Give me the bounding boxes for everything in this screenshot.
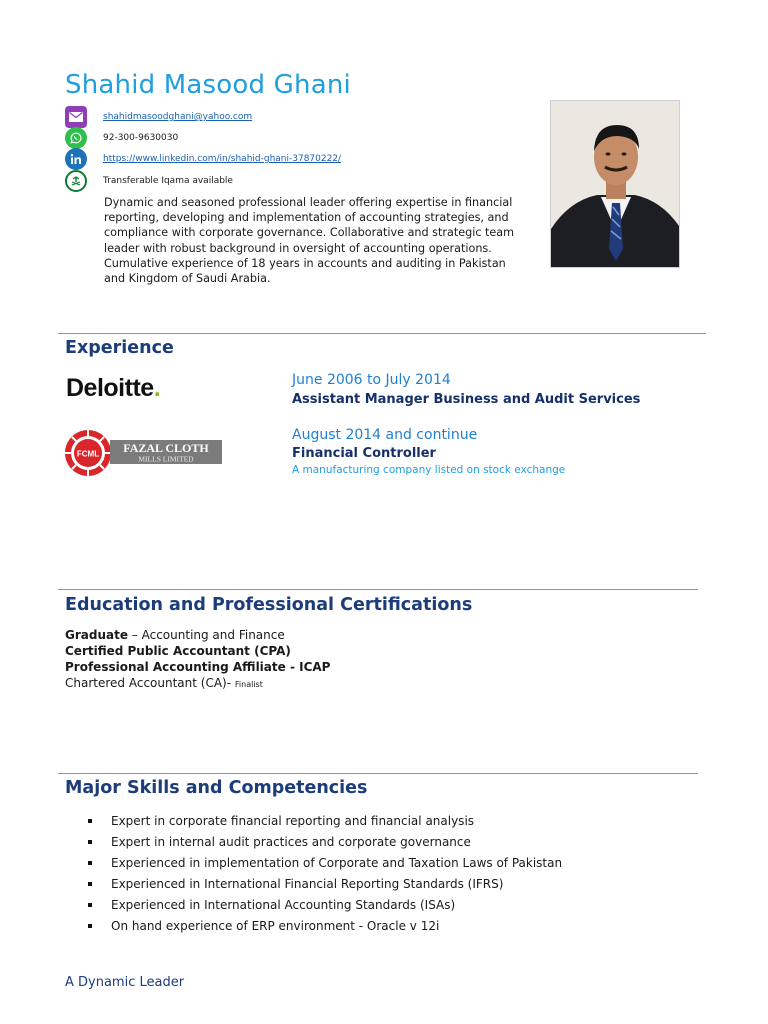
contact-email-row (65, 106, 252, 128)
profile-photo (550, 100, 680, 268)
phone-number: 92-300-9630030 (103, 133, 179, 143)
education-line-cpa (65, 644, 291, 658)
bullet-icon (88, 924, 92, 928)
job-2-title: Financial Controller (292, 446, 436, 461)
email-link[interactable]: shahidmasoodghani@yahoo.com (103, 112, 253, 122)
skill-text: Expert in corporate financial reporting and financial analysis (111, 813, 475, 828)
education-line-graduate (65, 628, 285, 642)
deloitte-logo-text: Deloitte (66, 374, 154, 402)
profile-summary: Dynamic and seasoned professional leader offering expertise in financial reporting, developing and implementation of accounting strategies, and compliance with corporate governance. Collaborative and strategic team leader with robust background in oversight of accounting operations. Cumulative experience of 18 years in accounts and auditing in Pakistan and Kingdom of Saudi Arabia. (104, 196, 515, 286)
deloitte-logo (66, 374, 160, 403)
education-divider (58, 589, 698, 590)
skill-text: Expert in internal audit practices and corporate governance (111, 834, 471, 849)
contact-iqama-row (65, 170, 233, 192)
list-item (88, 873, 562, 894)
job-1-title: Assistant Manager Business and Audit Services (292, 392, 641, 407)
list-item (88, 915, 562, 936)
bullet-icon (88, 840, 92, 844)
certification-ca: Chartered Accountant (CA)- (65, 676, 232, 690)
skill-text: Experienced in International Accounting Standards (ISAs) (111, 897, 456, 912)
skills-heading: Major Skills and Competencies (65, 778, 368, 798)
fazal-logo-initials: FCML (76, 449, 100, 459)
list-item (88, 810, 562, 831)
linkedin-link[interactable]: https://www.linkedin.com/in/shahid-ghani-37870222/ (103, 154, 342, 164)
candidate-name: Shahid Masood Ghani (65, 70, 351, 100)
linkedin-icon (65, 148, 87, 170)
list-item (88, 894, 562, 915)
bullet-icon (88, 819, 92, 823)
education-line-ca (65, 676, 263, 690)
contact-phone-row (65, 127, 178, 149)
job-2-note: A manufacturing company listed on stock exchange (292, 464, 566, 476)
fazal-logo-subtitle: MILLS LIMITED (138, 454, 194, 464)
job-1-dates: June 2006 to July 2014 (292, 372, 451, 388)
bullet-icon (88, 903, 92, 907)
certification-icap: Professional Accounting Affiliate - ICAP (65, 660, 331, 674)
list-item (88, 852, 562, 873)
skills-list (88, 810, 562, 936)
certification-cpa: Certified Public Accountant (CPA) (65, 644, 291, 658)
skill-text: Experienced in implementation of Corporate and Taxation Laws of Pakistan (111, 855, 563, 870)
bullet-icon (88, 861, 92, 865)
deloitte-logo-dot: . (153, 374, 161, 402)
job-2-dates: August 2014 and continue (292, 427, 478, 443)
certification-ca-status: Finalist (234, 680, 263, 689)
experience-heading: Experience (65, 338, 174, 358)
whatsapp-icon (65, 127, 87, 149)
footer-tagline: A Dynamic Leader (65, 975, 185, 990)
saudi-emblem-icon (65, 170, 87, 192)
education-field: – Accounting and Finance (127, 628, 285, 642)
fazal-logo-name: FAZAL CLOTH (123, 441, 209, 455)
education-line-icap (65, 660, 330, 674)
fazal-cloth-logo (64, 428, 224, 478)
mail-icon (65, 106, 87, 128)
contact-linkedin-row (65, 148, 341, 170)
bullet-icon (88, 882, 92, 886)
education-heading: Education and Professional Certifications (65, 595, 473, 615)
experience-divider (58, 333, 706, 334)
skills-divider (58, 773, 698, 774)
skill-text: On hand experience of ERP environment - Oracle v 12i (111, 918, 440, 933)
skill-text: Experienced in International Financial Reporting Standards (IFRS) (111, 876, 504, 891)
list-item (88, 831, 562, 852)
education-degree: Graduate (65, 628, 128, 642)
iqama-status: Transferable Iqama available (103, 176, 233, 186)
